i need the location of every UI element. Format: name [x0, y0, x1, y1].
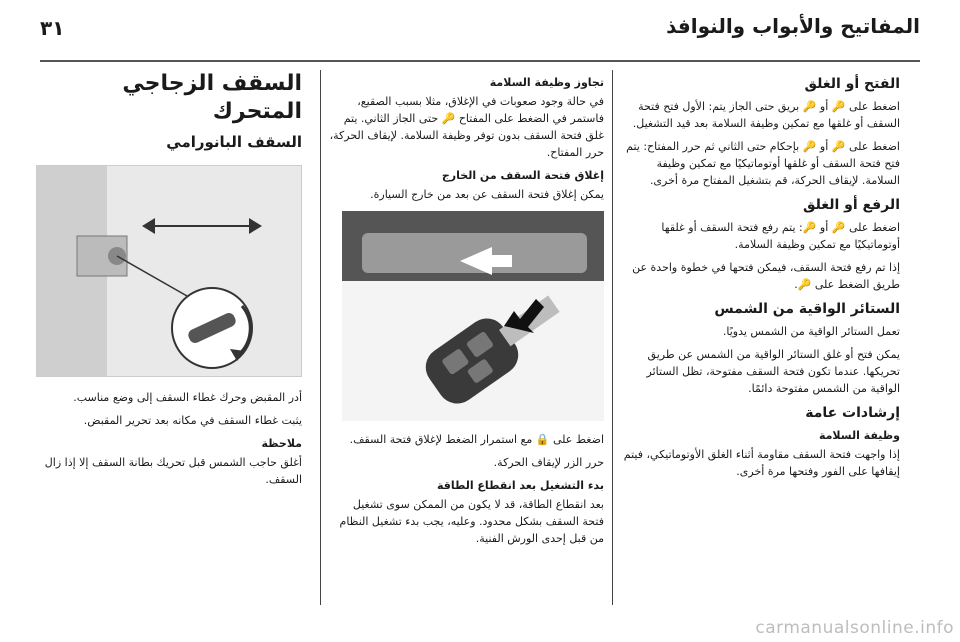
paragraph: اضغط على 🔑 أو 🔑: يتم رفع فتحة السقف أو غلقها أوتوماتيكيًا مع تمكين وظيفة السلامة. [661, 221, 900, 251]
page-header [0, 0, 960, 62]
paragraph: تعمل الستائر الواقية من الشمس يدويًا. [722, 325, 900, 338]
heading-general: إرشادات عامة [805, 405, 900, 421]
paragraph: يمكن إغلاق فتحة السقف عن بعد من خارج السيارة. [370, 188, 604, 201]
paragraph: أدر المقبض وحرك غطاء السقف إلى وضع مناسب. [73, 391, 302, 404]
chapter-title: المفاتيح والأبواب والنوافذ [666, 14, 920, 38]
heading-sunshade: الستائر الواقية من الشمس [714, 301, 900, 317]
header-rule [40, 60, 920, 62]
heading-open-close: الفتح أو الغلق [804, 76, 900, 92]
paragraph: اضغط على 🔑 أو 🔑 بإحكام حتى الثاني ثم حرر المفتاح: يتم فتح فتحة السقف أو غلقها أوتوماتيكيًا مع تمكين وظيفة السلامة. لإيقاف الحركة، قم بتشغيل المفتاح مرة أخرى. [626, 140, 900, 187]
panoramic-roof-illustration [36, 165, 302, 377]
paragraph: اضغط على 🔒 مع استمرار الضغط لإغلاق فتحة السقف. [349, 433, 604, 446]
column-right [618, 70, 900, 486]
section-subtitle: السقف البانورامي [166, 133, 302, 151]
heading-note: ملاحظة [261, 437, 302, 450]
paragraph: يمكن فتح أو غلق الستائر الواقية من الشمس عن طريق تحريكها. عندما تكون فتحة السقف مفتوحة، تظل الستائر الواقية من الشمس مفتوحة دائمًا. [646, 348, 900, 395]
paragraph: أغلق حاجب الشمس قبل تحريك بطانة السقف إلا إذا زال السقف. [44, 456, 302, 486]
column-left [40, 70, 302, 494]
watermark: carmanualsonline.info [755, 618, 954, 638]
paragraph: بعد انقطاع الطاقة، قد لا يكون من الممكن سوى تشغيل فتحة السقف بشكل محدود. وعليه، يجب بدء تشغيل النظام من قبل إحدى الورش الفنية. [339, 498, 604, 545]
heading-raise-close: الرفع أو الغلق [802, 197, 900, 213]
column-middle [328, 70, 604, 553]
heading-close-outside: إغلاق فتحة السقف من الخارج [441, 169, 604, 182]
heading-safety: وظيفة السلامة [818, 429, 900, 442]
paragraph: إذا واجهت فتحة السقف مقاومة أثناء الغلق الأوتوماتيكي، فيتم إيقافها على الفور وفتحها مرة أخرى. [623, 448, 900, 478]
column-divider [320, 70, 321, 605]
paragraph: حرر الزر لإيقاف الحركة. [493, 456, 604, 469]
paragraph: في حالة وجود صعوبات في الإغلاق، مثلا بسبب الصقيع، فاستمر في الضغط على المفتاح 🔑 حتى الجاز الثاني. يتم غلق فتحة السقف بدون توفر وظيفة السلامة. لإيقاف الحركة، حرر المفتاح. [329, 95, 604, 159]
column-divider [612, 70, 613, 605]
section-title: السقف الزجاجي المتحرك [122, 71, 302, 124]
heading-init: بدء التشغيل بعد انقطاع الطاقة [436, 479, 604, 492]
paragraph: يثبت غطاء السقف في مكانه بعد تحرير المقبض. [83, 414, 302, 427]
paragraph: اضغط على 🔑 أو 🔑 بريق حتى الجاز يتم: الأول فتح فتحة السقف أو غلقها مع تمكين وظيفة السلامة بعد قيد التشغيل. [632, 100, 900, 130]
heading-override: تجاوز وظيفة السلامة [489, 76, 604, 89]
paragraph: إذا تم رفع فتحة السقف، فيمكن فتحها في خطوة واحدة عن طريق الضغط على 🔑. [632, 261, 900, 291]
page-number: ٣١ [40, 16, 65, 40]
key-remote-illustration [342, 211, 604, 421]
